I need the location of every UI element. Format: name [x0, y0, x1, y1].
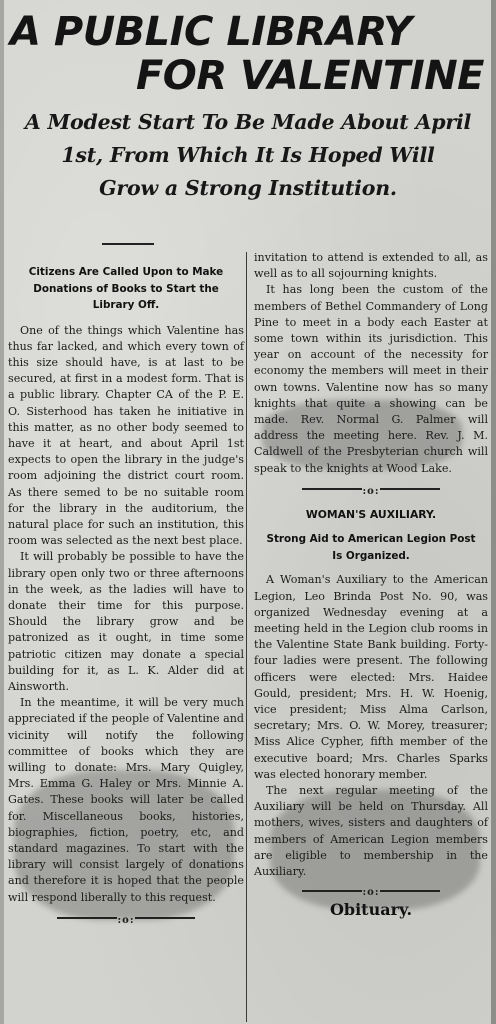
ink-smudge-1	[262, 400, 462, 470]
ink-smudge-3	[270, 790, 480, 910]
left-paragraph-2: It will probably be possible to have the library open only two or three afternoons in the week, as the ladies will have to donate their time for this purpose. Should the library grow and be patronized as it ought, in time some patriotic citizen may donate a special building for it, as L. K. Alder did at Ainsworth.	[8, 550, 244, 693]
right-paragraph-2: It has long been the custom of the members of Bethel Commandery of Long Pine to meet in a body each Easter at some town within its jurisdiction. This year on account of the necessity for economy the members will meet in their own towns. Valentine now has so many knights that quite a showing can be made. Rev. Normal G. Palmer will address the meeting here. Rev. J. M. Caldwell of the Presbyterian church will speak to the knights at Wood Lake.	[254, 283, 488, 475]
deck-line-3: Grow a Strong Institution.	[99, 176, 397, 200]
obituary-heading: Obituary.	[329, 900, 413, 920]
page-edge-left	[0, 0, 4, 1024]
auxiliary-paragraph-1: A Woman's Auxiliary to the American Legion, Leo Brinda Post No. 90, was organized Wednesday evening at a meeting held in the Legion club rooms in the Valentine State Bank building. Forty-four ladies were present. The following officers were elected: Mrs. Haidee Gould, president; Mrs. H. W. Hoenig, vice president; Miss Alma Carlson, secretary; Mrs. O. W. Morey, treasurer; Miss Alice Cypher, fifth member of the executive board; Mrs. Charles Sparks was elected honorary member.	[254, 573, 488, 781]
column-rule	[246, 252, 247, 1022]
right-paragraph-1: invitation to attend is extended to all, as well as to all sojourning knights.	[254, 251, 488, 281]
headline-block	[8, 10, 488, 205]
left-subhead: Citizens Are Called Upon to Make Donations of Books to Start the Library Off.	[28, 266, 224, 311]
headline-rule	[102, 243, 154, 245]
auxiliary-title: WOMAN'S AUXILIARY.	[305, 507, 437, 521]
auxiliary-paragraph-2: The next regular meeting of the Auxiliary will be held on Thursday. All mothers, wives, sisters and daughters of members of American Legion members are eligible to membership in the Auxiliary.	[254, 783, 488, 878]
auxiliary-subhead: Strong Aid to American Legion Post Is Organized.	[266, 533, 476, 562]
right-mark-2: :o:	[254, 880, 488, 894]
deck	[8, 106, 488, 205]
page-edge-right	[491, 0, 496, 1024]
headline-line-2: FOR VALENTINE	[135, 53, 484, 99]
headline-line-1: A PUBLIC LIBRARY	[10, 9, 412, 55]
deck-line-1: A Modest Start To Be Made About April	[24, 110, 472, 134]
deck-line-2: 1st, From Which It Is Hoped Will	[61, 143, 435, 167]
right-mark-1: :o:	[254, 479, 488, 493]
ink-smudge-2	[14, 770, 234, 920]
left-paragraph-3: In the meantime, it will be very much appreciated if the people of Valentine and vicinity will notify the following committee of books which they are willing to donate: Mrs. Mary Quigley, Mrs. Emma G. Haley or Mrs. Minnie A. Gates. These books will later be called for. Miscellaneous books, histories, biographies, fiction, poetry, etc, and standard magazines. To start with the library will consist largely of donations and therefore it is hoped that the people will respond liberally to this request.	[8, 696, 244, 904]
left-paragraph-1: One of the things which Valentine has thus far lacked, and which every town of this size should have, is at last to be secured, at first in a modest form. That is a public library. Chapter CA of the P. E. O. Sisterhood has taken he initiative in this matter, as no other body seemed to have it at heart, and about April 1st expects to open the library in the judge's room adjoining the district court room. As there semed to be no suitable room for the library in the auditorium, the natural place for such an institution, this room was selected as the next best place.	[8, 323, 244, 548]
left-end-mark: :o:	[8, 908, 244, 922]
